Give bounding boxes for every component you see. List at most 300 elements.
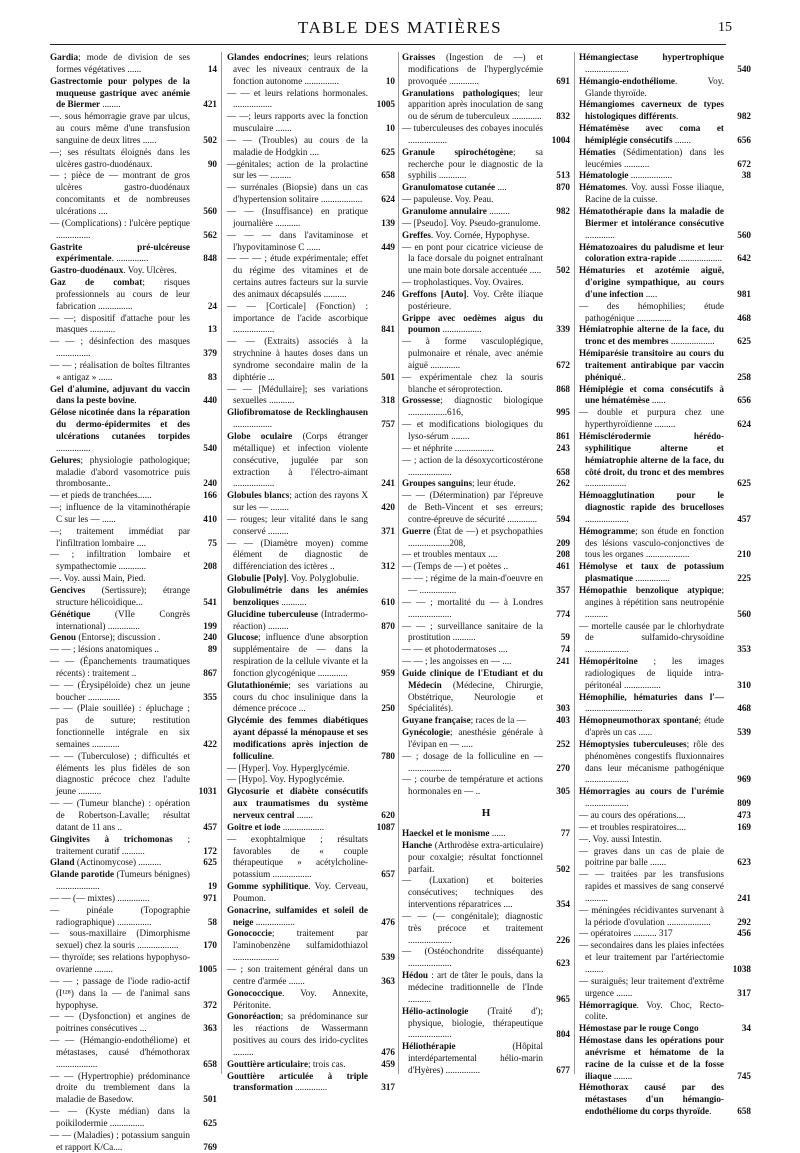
index-entry [50,573,217,585]
index-entry [402,549,570,561]
entry-page-number: 969 [737,774,751,785]
entry-text: Gélose nicotinée dans la réparation du dermo-épidermites et des ulcérations cutanées torpides ............... [50,407,190,453]
index-entry [50,526,217,550]
entry-text: — et troubles respiratoires.... [579,821,686,832]
entry-text: — — ; surveillance sanitaire de la prostitution .......... [402,620,543,643]
entry-page-number: 317 [381,1082,395,1093]
entry-text: Hémopneumothorax spontané; étude d'après un cas ...... [579,715,724,738]
entry-text: — — (Diamètre moyen) comme élément de diagnostic de différenciation des ictères .. [227,537,368,572]
entry-page-number: 513 [556,170,570,181]
index-entry [402,668,570,715]
entry-text: — double et purpura chez une hyperthyroïdienne ......... [579,407,724,430]
index-entry [579,324,751,348]
entry-page-number: 982 [556,205,570,216]
entry-text: Glucidine tuberculeuse (Intradermo-réaction) ......... [227,608,368,631]
entry-text: — pinéale (Topographie radiographique) ............... [50,904,190,927]
index-entry [402,875,570,911]
entry-text: — — (Troubles) au cours de la maladie de Hodgkin .... [227,134,368,157]
entry-page-number: 250 [381,703,395,714]
entry-page-number: 868 [556,383,570,394]
entry-text: —; traitement immédiat par l'infiltration lombaire .... [50,525,190,548]
entry-text: Hématologie .................. [579,170,673,181]
entry-page-number: 355 [203,691,217,702]
entry-text: Goitre et iode .................. [227,821,325,832]
entry-text: — papuleuse. Voy. Peau. [402,194,494,205]
entry-page-number: 981 [737,288,751,299]
entry-page-number: 89 [207,644,217,655]
entry-text: Gliofibromatose de Recklinghausen ................. [227,407,368,430]
entry-text: Gaz de combat; risques professionnels au cours de leur fabrication ............... [50,277,190,311]
entry-text: — — — ; étude expérimentale; effet du régime des vitamines et de certains autres facteurs sur la survie des animaux décapsulés .......... [227,253,368,299]
entry-text: — — (— congénitale); diagnostic très précoce et traitement ................... [402,910,543,945]
entry-text: — — et leurs relations hormonales. ................. [227,87,368,110]
entry-page-number: 560 [737,229,751,240]
entry-page-number: 225 [737,573,751,584]
entry-text: — et pieds de tranchées...... [50,490,152,501]
entry-text: Guyane française; races de la — [402,715,526,726]
index-entry [579,1035,751,1082]
entry-page-number: 623 [737,857,751,868]
index-entry [402,289,570,313]
index-entry [227,159,395,183]
entry-text: Hémiparésie transitoire au cours du traitement antirabique par vaccin phéniqué.. [579,348,724,382]
index-entry [579,526,751,562]
entry-text: — thyroïde; ses relations hypophyso-ovarienne ........ [50,952,190,974]
entry-page-number: 371 [381,525,395,536]
header-rule [50,44,726,45]
entry-text: Hémogramme; son étude en fonction des lésions vasculo-conjonctives de tous les organes ................... [579,525,724,560]
entry-text: Glandes endocrines; leurs relations avec les niveaux centraux de la fonction autonome ............... [227,52,368,86]
entry-text: Hémostase par le rouge Congo [579,1023,699,1034]
index-entry [227,822,395,834]
index-entry [579,585,751,621]
entry-text: Gouttière articulaire; trois cas. [227,1058,346,1069]
entry-page-number: 440 [203,395,217,406]
entry-text: — expérimentale chez la souris blanche et séroprotection. [402,371,543,394]
entry-page-number: 34 [741,1023,751,1034]
entry-text: Hémostase dans les opérations pour anévrisme et hématome de la racine de la cuisse et de la fosse iliaque ........ [579,1035,724,1081]
index-entry [402,336,570,372]
entry-page-number: 501 [381,371,395,382]
entry-page-number: 226 [556,934,570,945]
index-entry [50,976,217,1012]
entry-page-number: 540 [203,442,217,453]
entry-text: — rouges; leur vitalité dans le sang conservé ......... [227,513,368,536]
entry-text: —. Voy. aussi Main, Pied. [50,573,146,584]
entry-page-number: 625 [737,478,751,489]
entry-page-number: 502 [556,863,570,874]
page-number: 15 [718,20,732,35]
entry-page-number: 318 [381,395,395,406]
entry-text: — suraiguës; leur traitement d'extrême urgence ....... [579,975,724,998]
entry-page-number: 468 [737,703,751,714]
entry-text: Granulations pathologiques; leur apparition après inoculation de sang ou de sérum de tuberculeux ............. [402,87,543,122]
index-entry [227,632,395,679]
entry-text: — [Hyper]. Voy. Hyperglycémie. [227,762,350,773]
entry-text: — et troubles mentaux .... [402,549,498,560]
entry-page-number: 625 [737,336,751,347]
entry-text: — secondaires dans les plaies infectées et leur traitement par l'artériectomie ........ [579,940,724,974]
entry-page-number: 677 [556,1064,570,1075]
index-entry [579,1023,751,1035]
entry-page-number: 560 [203,205,217,216]
entry-text: Hématomes. Voy. aussi Fosse iliaque, Racine de la cuisse. [579,182,724,205]
index-entry [227,88,395,112]
entry-text: — — (Kyste médian) dans la poikilodermie ............... [50,1106,190,1128]
entry-page-number: 560 [737,608,751,619]
index-entry [50,490,217,502]
entry-text: — — (Tumeur blanche) : opération de Robertson-Lavalle; résultat datant de 11 ans .. [50,798,190,832]
index-entry [227,1011,395,1058]
entry-page-number: 262 [556,478,570,489]
index-column-1 [50,52,217,1152]
column-divider [221,52,222,1074]
entry-text: Gonoréaction; sa prédominance sur les réactions de Wassermann positives au cours des irido-cyclites ......... [227,1011,368,1057]
entry-text: —génitales; action de la prolactine sur les — ......... [227,158,368,181]
index-entry [227,1071,395,1095]
index-entry [227,490,395,514]
entry-text: — et néphrite ................. [402,442,494,453]
index-entry [227,514,395,538]
index-entry [50,218,217,242]
entry-page-number: 656 [737,395,751,406]
index-entry [227,988,395,1012]
index-entry [402,727,570,751]
entry-text: Glande parotide (Tumeurs bénignes) ................... [50,869,190,892]
entry-text: Gland (Actinomycose) .......... [50,857,162,868]
index-entry [579,170,751,182]
entry-text: Guide clinique de l'Etudiant et du Médecin (Médecine, Chirurgie, Obstétrique, Neurologie et Spécialités). [402,667,543,714]
page-title: TABLE DES MATIÈRES [297,18,503,37]
entry-page-number: 457 [737,513,751,524]
index-entry [402,218,570,230]
entry-page-number: 658 [556,466,570,477]
entry-text: — — traitées par les transfusions rapides et massives de sang conservé .......... [579,869,724,903]
entry-text: Hédou : art de tâter le pouls, dans la médecine traditionnelle de l'Inde .......... [402,970,543,1004]
entry-page-number: 240 [203,632,217,643]
entry-page-number: 624 [381,194,395,205]
entry-text: Glycémie des femmes diabétiques ayant dépassé la ménopause et ses modifications après injection de folliculine. [227,715,368,761]
entry-page-number: 461 [556,561,570,572]
entry-page-number: 312 [381,561,395,572]
entry-text: Glucose; influence d'une absorption supplémentaire de — dans la respiration de la cellule vivante et la fonction glycogénique ............. [227,632,368,678]
index-entry [227,715,395,762]
index-entry [50,680,217,704]
index-entry [402,946,570,970]
entry-text: — — ; les angoisses en — .... [402,656,512,667]
entry-text: —. Voy. aussi Intestin. [579,833,662,844]
index-entry [50,360,217,384]
entry-text: — — (Dysfonction) et angines de poitrines consécutives ... [50,1011,190,1034]
entry-text: Hémiplégie et coma consécutifs à une hématémèse ...... [579,383,724,406]
index-entry [227,52,395,88]
page-header [0,18,800,46]
index-entry [579,656,751,692]
index-entry [227,384,395,408]
index-entry [50,170,217,217]
entry-page-number: 363 [203,1023,217,1034]
entry-page-number: 353 [737,644,751,655]
entry-page-number: 170 [203,940,217,951]
index-entry [402,230,570,242]
entry-text: — des hémophilies; étude pathogénique ............... [579,300,724,323]
entry-text: Gencives (Sertissure); étrange structure hélicoïdique... [50,584,190,607]
entry-page-number: 74 [560,644,570,655]
entry-page-number: 83 [207,371,217,382]
entry-text: — — (Tuberculose) ; difficultés et éléments les plus fidèles de son diagnostic précoce chez l'adulte jeune .......... [50,750,190,797]
entry-text: Hémopéritoine ; les images radiologiques de liquide intra-péritonéal ................ [579,656,724,690]
entry-text: Hémolyse et taux de potassium plasmatique ............... [579,561,724,584]
entry-page-number: 317 [737,987,751,998]
index-entry [402,1041,570,1077]
entry-page-number: 562 [203,229,217,240]
entry-text: Hémorragique. Voy. Choc, Recto-colite. [579,999,724,1022]
entry-text: — opératoires .......... 317 [579,928,673,939]
entry-text: — — (Hypertrophie) prédominance droite du tremblement dans la maladie de Basedow. [50,1070,190,1105]
entry-text: — en pont pour cicatrice vicieuse de la face dorsale du poignet entraînant une main bote dorsale accentuée ..... [402,241,543,276]
entry-page-number: 468 [737,312,751,323]
index-entry [579,384,751,408]
entry-page-number: 410 [203,513,217,524]
entry-text: Gingivites à trichomonas ; traitement curatif .......... [50,833,190,856]
index-entry [50,1106,217,1130]
entry-page-number: 363 [381,975,395,986]
entry-text: — [Pseudo]. Voy. Pseudo-granulome. [402,217,541,228]
entry-text: Gardia; mode de division de ses formes végétatives ...... [50,52,190,74]
entry-text: Héliothérapie (Hôpital interdépartemental hélio-marin d'Hyères) ............... [402,1041,543,1075]
index-entry [402,194,570,206]
entry-text: — (Ostéochondrite disséquante) ................... [402,946,543,969]
entry-page-number: 658 [737,1106,751,1117]
entry-page-number: 13 [207,324,217,335]
entry-text: — tuberculeuses des cobayes inoculés ................. [402,123,543,145]
entry-text: Greffes. Voy. Cornée, Hypophyse. [402,229,530,240]
entry-page-number: 14 [207,63,217,74]
entry-page-number: 501 [203,1094,217,1105]
entry-text: Hématozoaires du paludisme et leur coloration extra-rapide ................... [579,241,724,264]
entry-text: Globulimétrie dans les anémies benzoliques ........... [227,584,368,607]
index-entry [579,490,751,526]
index-entry [50,1071,217,1107]
index-entry [402,911,570,947]
entry-text: Gonococcique. Voy. Annexite, Péritonite. [227,987,368,1010]
index-entry [579,99,751,123]
entry-page-number: 243 [556,442,570,453]
entry-text: Gastrite pré-ulcéreuse expérimentale. .............. [50,241,190,264]
entry-text: Glutathionémie; ses variations au cours du choc insulinique dans la démence précoce ... [227,679,368,714]
index-entry [50,455,217,491]
index-entry [227,301,395,337]
entry-page-number: 357 [556,584,570,595]
entry-page-number: 77 [560,828,570,838]
entry-text: — ; courbe de température et actions hormonales en — .. [402,774,543,797]
index-entry [402,123,570,147]
index-entry [579,348,751,384]
entry-text: — [Hypo]. Voy. Hypoglycémie. [227,774,345,785]
index-entry [227,680,395,716]
index-entry [579,123,751,147]
index-entry [227,964,395,988]
index-entry [50,798,217,834]
index-entry [227,585,395,609]
entry-page-number: 241 [381,478,395,489]
index-entry [579,976,751,1000]
entry-text: Gastrectomie pour polypes de la muqueuse gastrique avec anémie de Biermer ........ [50,75,190,110]
index-entry [227,774,395,786]
index-entry [227,928,395,964]
entry-text: — exophtalmique ; résultats favorables de « couple thérapeutique » acétylcholine-potassium ................. [227,833,368,880]
entry-page-number: 403 [556,715,570,726]
entry-page-number: 38 [741,170,751,181]
entry-text: — — (Hémangio-endothéliome) et métastases, causé d'hémothorax .................. [50,1035,190,1069]
index-entry [50,751,217,798]
entry-page-number: 672 [556,359,570,370]
entry-text: Hématies (Sédimentation) dans les leucémies ........... [579,146,724,169]
index-entry [402,455,570,479]
index-entry [227,538,395,574]
index-entry [579,431,751,490]
entry-page-number: 449 [381,241,395,252]
index-entry [50,313,217,337]
entry-text: Haeckel et le monisme ...... [402,828,506,838]
entry-page-number: 169 [737,821,751,832]
index-entry [402,395,570,419]
entry-text: Hémangiomes caverneux de types histologiques différents. [579,99,724,122]
entry-page-number: 594 [556,513,570,524]
entry-page-number: 672 [737,158,751,169]
index-entry [579,786,751,810]
entry-text: — (Luxation) et boiteries consécutives; techniques des interventions réparatrices .... [402,875,543,910]
index-entry [50,111,217,147]
entry-page-number: 1005 [376,99,395,110]
index-entry [579,905,751,929]
entry-page-number: 624 [737,419,751,430]
index-entry [402,644,570,656]
index-entry [50,905,217,929]
index-entry [402,443,570,455]
index-entry [402,828,570,840]
index-entry [579,928,751,940]
index-entry [50,52,217,76]
index-entry [579,147,751,171]
index-entry [402,313,570,337]
index-entry [579,265,751,301]
index-entry [50,834,217,858]
index-entry [579,715,751,739]
entry-page-number: 1087 [376,821,395,832]
entry-page-number: 456 [737,928,751,939]
entry-text: — méningées récidivantes survenant à la période d'ovulation ................... [579,904,724,927]
entry-text: — — (Plaie souillée) : épluchage ; pas de suture; restitution fonctionnelle intégrale en six semaines ............ [50,703,190,749]
entry-page-number: 292 [737,916,751,927]
entry-text: — ; action de la désoxycorticostérone ................... [402,454,543,477]
entry-text: —; influence de la vitaminothérapie C sur les — ...... [50,502,190,524]
index-entry [50,1011,217,1035]
entry-page-number: 476 [381,916,395,927]
entry-text: Hémisclérodermie hérédo-syphilitique alterne et hémiatrophie alterne de la face, du côté droit, du tronc et des membres .................. [579,431,724,489]
index-entry [50,502,217,526]
entry-text: Gonococcie; traitement par l'aminobenzène sulfamidothiazol .................... [227,928,368,963]
entry-text: —; ses résultats éloignés dans les ulcères gastro-duodénaux. [50,146,190,169]
entry-text: Hémoptysies tuberculeuses; rôle des phénomènes congestifs fluxionnaires dans leur mécanisme pathogénique ................... [579,738,724,785]
index-entry [579,301,751,325]
index-entry [50,632,217,644]
index-entry [227,230,395,254]
entry-text: — — ; désinfection des masques ............... [50,336,190,359]
index-entry [227,111,395,135]
entry-page-number: 658 [203,1058,217,1069]
entry-text: Greffons [Auto]. Voy. Crête iliaque postérieure. [402,288,543,311]
entry-page-number: 642 [737,253,751,264]
entry-text: — ; son traitement général dans un centre d'armée ....... [227,963,368,986]
entry-page-number: 832 [556,111,570,122]
entry-text: — sous-maxillaire (Dimorphisme sexuel) chez la souris .................. [50,928,190,951]
index-entry [579,846,751,870]
entry-text: — — (Détermination) par l'épreuve de Beth-Vincent et ses erreurs; contre-épreuve de sécurité ............. [402,490,543,524]
entry-text: — — et photodermatoses .... [402,644,508,655]
index-entry [402,206,570,218]
index-entry [50,384,217,408]
entry-text: Gouttière articulée à triple transformation .............. [227,1070,368,1093]
entry-text: — à forme vasculoplégique, pulmonaire et rénale, avec anémie aiguë ............. [402,336,543,370]
entry-page-number: 24 [207,300,217,311]
entry-text: Hémothorax causé par des métastases d'un hémangio-endothéliome du corps thyroïde. [579,1082,724,1117]
entry-page-number: 965 [556,993,570,1004]
index-entry [50,549,217,573]
entry-page-number: 539 [381,952,395,963]
entry-page-number: 774 [556,608,570,619]
entry-page-number: 476 [381,1046,395,1057]
index-entry [227,336,395,383]
index-entry [227,573,395,585]
entry-text: Hémopathie benzolique atypique; angines à répétition sans neutropénie .......... [579,584,724,619]
index-entry [579,561,751,585]
entry-page-number: 541 [203,596,217,607]
entry-page-number: 625 [381,146,395,157]
entry-text: Hémiatrophie alterne de la face, du tronc et des membres ................... [579,324,724,347]
entry-page-number: 422 [203,738,217,749]
index-entry [50,242,217,266]
entry-page-number: 780 [381,750,395,761]
entry-page-number: 252 [556,738,570,749]
index-entry [402,147,570,183]
column-divider [398,52,399,1074]
entry-page-number: 540 [737,63,751,74]
index-entry [579,242,751,266]
entry-page-number: 502 [203,134,217,145]
entry-text: Groupes sanguins; leur étude. [402,478,516,489]
index-entry [402,277,570,289]
entry-page-number: 75 [207,537,217,548]
entry-page-number: 995 [556,407,570,418]
entry-page-number: 90 [207,158,217,169]
index-entry [579,834,751,846]
entry-page-number: 861 [556,431,570,441]
entry-text: — (Temps de —) et poètes .. [402,561,509,572]
index-entry [402,840,570,876]
entry-page-number: 199 [203,620,217,631]
index-entry [402,774,570,798]
entry-text: Graisses (Ingestion de —) et modifications de l'hyperglycémie provoquée ............. [402,52,543,86]
index-entry [50,928,217,952]
index-entry [579,940,751,976]
index-entry [227,609,395,633]
index-entry [50,857,217,869]
entry-page-number: 982 [737,111,751,122]
index-entry [227,834,395,881]
entry-text: — — ; régime de la main-d'oeuvre en — ................ [402,573,543,595]
entry-page-number: 473 [737,810,751,820]
